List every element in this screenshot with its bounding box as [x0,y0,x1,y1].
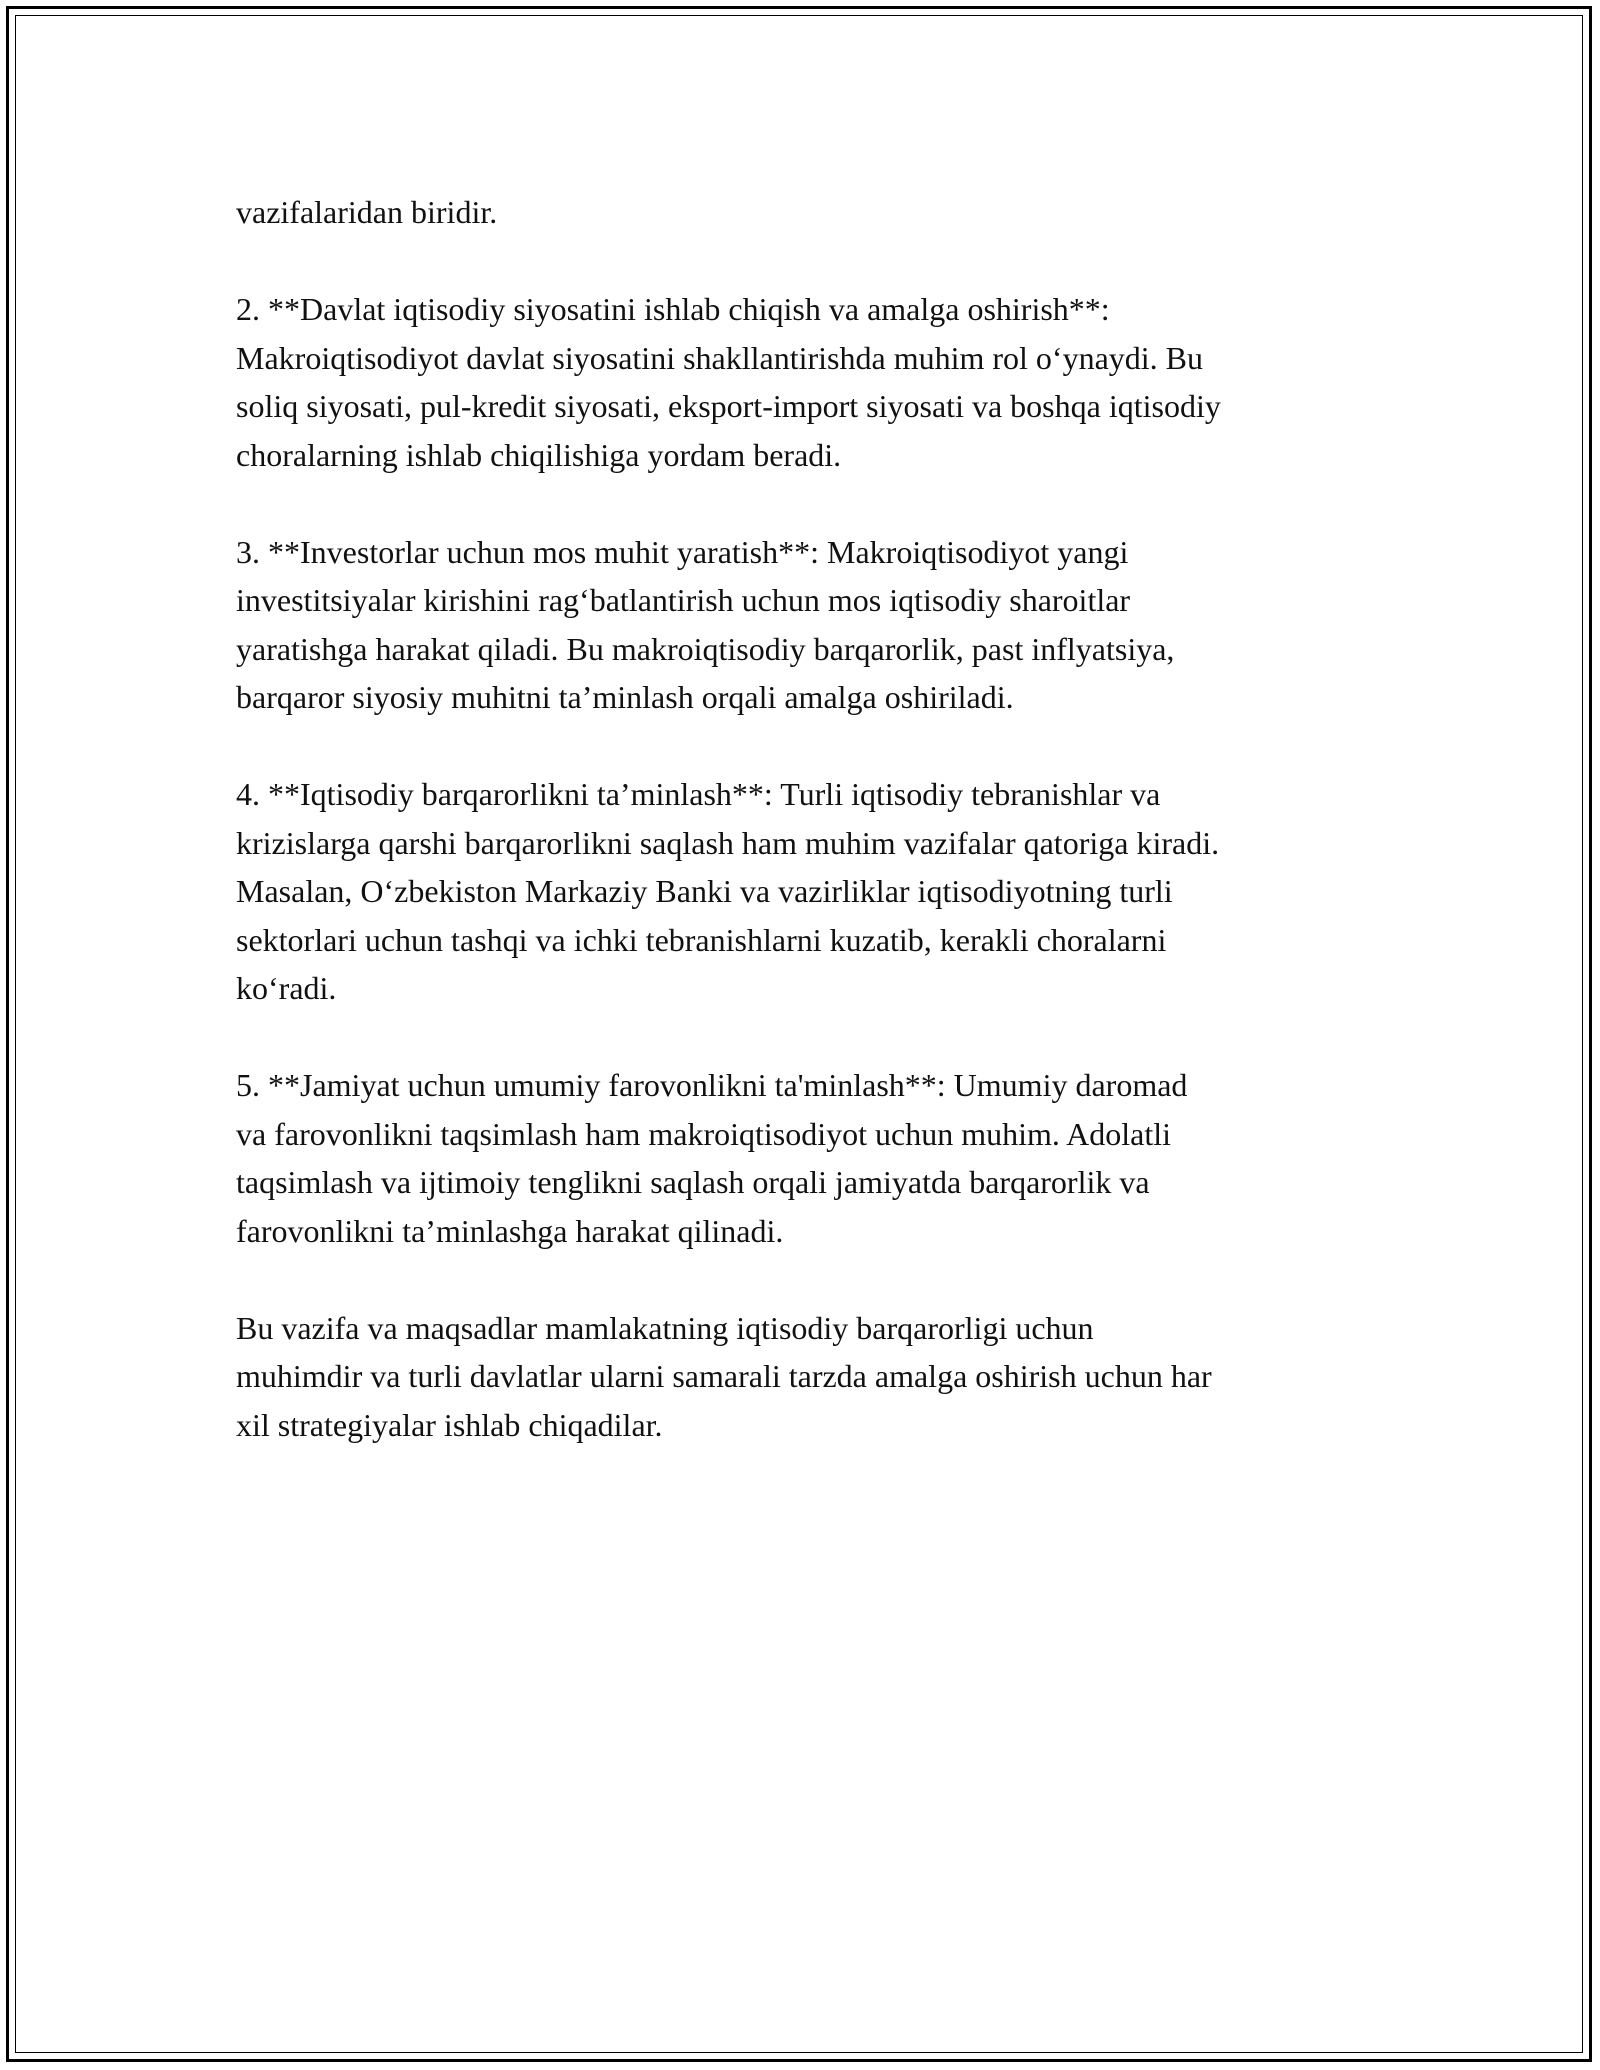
list-item-4: 4. **Iqtisodiy barqarorlikni ta’minlash**: Turli iqtisodiy tebranishlar va krizislarga qarshi barqarorlikni saqlash ham muhim vazifalar qatoriga kiradi. Masalan, O‘zbekiston Markaziy Banki va vazirliklar iqtisodiyotning turli sektorlari uchun tashqi va ichki tebranishlarni kuzatib, kerakli choralarni ko‘radi. [236,776,1220,1006]
list-item-2: 2. **Davlat iqtisodiy siyosatini ishlab chiqish va amalga oshirish**: Makroiqtisodiyot davlat siyosatini shakllantirishda muhim rol o‘ynaydi. Bu soliq siyosati, pul-kredit siyosati, eksport-import siyosati va boshqa iqtisodiy choralarning ishlab chiqilishiga yordam beradi. [236,291,1221,473]
list-item-3: 3. **Investorlar uchun mos muhit yaratish**: Makroiqtisodiyot yangi investitsiyalar kirishini rag‘batlantirish uchun mos iqtisodiy sharoitlar yaratishga harakat qiladi. Bu makroiqtisodiy barqarorlik, past inflyatsiya, barqaror siyosiy muhitni ta’minlash orqali amalga oshiriladi. [236,533,1175,715]
list-item-5: 5. **Jamiyat uchun umumiy farovonlikni ta'minlash**: Umumiy daromad va farovonlikni taqsimlash ham makroiqtisodiyot uchun muhim. Adolatli taqsimlash va ijtimoiy tenglikni saqlash orqali jamiyatda barqarorlik va farovonlikni ta’minlashga harakat qilinadi. [236,1067,1188,1249]
paragraph-continuation: vazifalaridan biridir. [236,194,498,230]
conclusion-paragraph: Bu vazifa va maqsadlar mamlakatning iqtisodiy barqarorligi uchun muhimdir va turli davlatlar ularni samarali tarzda amalga oshirish uchun har xil strategiyalar ishlab chiqadilar. [236,1309,1212,1443]
document-body [236,188,1376,1498]
